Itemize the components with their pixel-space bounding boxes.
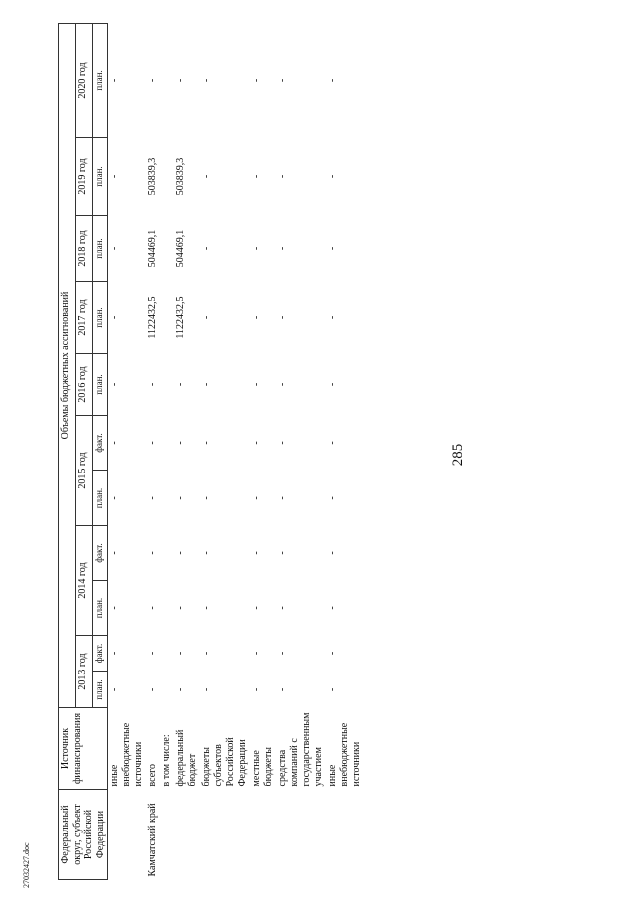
region-cell	[174, 790, 200, 880]
value-cell: -	[175, 496, 186, 500]
header-plan: план.	[92, 581, 107, 636]
value-cell: -	[201, 315, 212, 320]
value-cell	[160, 471, 174, 526]
value-cell: -	[175, 551, 186, 555]
table-row	[108, 23, 147, 879]
value-cell: -	[175, 651, 186, 656]
value-cell: -	[201, 651, 212, 656]
rotated-table-container	[58, 24, 618, 880]
value-cell: 503839,3	[175, 157, 186, 196]
value-cell: -	[327, 687, 338, 692]
value-cell: -	[277, 687, 288, 692]
value-cell: -	[251, 174, 262, 179]
value-cell: -	[109, 496, 120, 500]
header-year-2015: 2015 год	[75, 416, 92, 526]
header-year-2017: 2017 год	[75, 282, 92, 354]
region-cell: Камчатский край	[147, 803, 158, 877]
value-cell: -	[147, 687, 158, 692]
table-row	[276, 23, 326, 879]
value-cell: -	[201, 246, 212, 251]
header-region: Федеральный округ, субъект Российской Федерации	[59, 790, 108, 880]
value-cell: -	[147, 78, 158, 83]
value-cell: -	[201, 496, 212, 500]
table-row	[326, 23, 364, 879]
value-cell: -	[251, 687, 262, 692]
value-cell: -	[277, 315, 288, 320]
value-cell: -	[251, 382, 262, 387]
value-cell	[160, 526, 174, 581]
document-id: 27032427.doc	[22, 842, 31, 888]
value-cell: -	[327, 606, 338, 610]
value-cell: -	[201, 606, 212, 610]
value-cell: -	[251, 315, 262, 320]
value-cell: -	[109, 382, 120, 387]
value-cell: -	[175, 687, 186, 692]
region-cell	[276, 790, 326, 880]
value-cell: -	[327, 551, 338, 555]
value-cell: -	[109, 441, 120, 445]
value-cell	[160, 138, 174, 216]
value-cell: 504469,1	[175, 229, 186, 268]
region-cell	[108, 790, 147, 880]
value-cell: -	[109, 174, 120, 179]
value-cell: -	[109, 78, 120, 83]
value-cell: -	[277, 78, 288, 83]
value-cell: -	[277, 551, 288, 555]
table-row	[160, 23, 174, 879]
value-cell: 503839,3	[147, 157, 158, 196]
source-cell: иные внебюджетные источники	[327, 722, 362, 787]
value-cell: -	[251, 78, 262, 83]
header-source: Источник финансирования	[59, 708, 108, 790]
value-cell: -	[109, 606, 120, 610]
value-cell: -	[175, 382, 186, 387]
header-year-2013: 2013 год	[75, 636, 92, 708]
value-cell: -	[109, 315, 120, 320]
header-plan: план.	[92, 138, 107, 216]
value-cell: -	[201, 551, 212, 555]
value-cell: -	[251, 606, 262, 610]
value-cell: -	[251, 246, 262, 251]
value-cell: -	[109, 246, 120, 251]
value-cell: -	[201, 78, 212, 83]
value-cell: -	[277, 651, 288, 656]
budget-table	[58, 23, 364, 880]
page-number: 285	[450, 443, 466, 467]
table-row	[250, 23, 276, 879]
region-cell	[160, 790, 174, 880]
value-cell	[160, 282, 174, 354]
source-cell: средства компаний с государственным участием	[277, 712, 324, 787]
value-cell: -	[327, 246, 338, 251]
value-cell	[160, 416, 174, 471]
value-cell: -	[175, 606, 186, 610]
value-cell	[160, 581, 174, 636]
value-cell: 504469,1	[147, 229, 158, 268]
region-cell	[200, 790, 250, 880]
header-year-2016: 2016 год	[75, 354, 92, 416]
value-cell: -	[201, 174, 212, 179]
value-cell: -	[327, 174, 338, 179]
value-cell: -	[327, 315, 338, 320]
value-cell: 1122432,5	[175, 296, 186, 339]
value-cell	[160, 672, 174, 708]
header-year-2019: 2019 год	[75, 138, 92, 216]
source-cell: всего	[147, 763, 158, 787]
value-cell: -	[277, 382, 288, 387]
value-cell: -	[147, 606, 158, 610]
value-cell: -	[201, 382, 212, 387]
value-cell: -	[277, 496, 288, 500]
header-year-2018: 2018 год	[75, 216, 92, 282]
value-cell: -	[327, 441, 338, 445]
header-plan: план.	[92, 471, 107, 526]
header-fact: факт.	[92, 636, 107, 672]
header-year-2014: 2014 год	[75, 526, 92, 636]
header-volumes: Объемы бюджетных ассигнований	[59, 23, 76, 707]
value-cell	[160, 216, 174, 282]
source-cell: федеральный бюджет	[175, 729, 198, 787]
value-cell	[160, 23, 174, 137]
region-cell	[326, 790, 364, 880]
table-body	[108, 23, 365, 879]
value-cell	[160, 354, 174, 416]
value-cell: -	[109, 687, 120, 692]
value-cell: -	[327, 382, 338, 387]
value-cell: -	[251, 651, 262, 656]
value-cell: -	[327, 78, 338, 83]
value-cell: -	[147, 651, 158, 656]
value-cell: -	[109, 651, 120, 656]
value-cell: -	[147, 382, 158, 387]
source-cell: бюджеты субъектов Российской Федерации	[201, 737, 248, 787]
table-row	[146, 23, 160, 879]
value-cell: -	[147, 441, 158, 445]
table-row	[200, 23, 250, 879]
header-plan: план.	[92, 23, 107, 137]
value-cell: -	[327, 651, 338, 656]
value-cell	[160, 636, 174, 672]
table-row	[174, 23, 200, 879]
value-cell: -	[175, 441, 186, 445]
value-cell: -	[277, 606, 288, 610]
value-cell: -	[109, 551, 120, 555]
value-cell: -	[327, 496, 338, 500]
header-plan: план.	[92, 216, 107, 282]
value-cell: -	[201, 441, 212, 445]
value-cell: -	[251, 441, 262, 445]
header-year-2020: 2020 год	[75, 23, 92, 137]
value-cell: -	[201, 687, 212, 692]
header-fact: факт.	[92, 416, 107, 471]
header-fact: факт.	[92, 526, 107, 581]
value-cell: -	[277, 246, 288, 251]
value-cell: -	[175, 78, 186, 83]
value-cell: -	[277, 441, 288, 445]
header-plan: план.	[92, 282, 107, 354]
header-plan: план.	[92, 672, 107, 708]
source-cell: местные бюджеты	[251, 747, 274, 787]
value-cell: -	[277, 174, 288, 179]
value-cell: -	[147, 496, 158, 500]
header-plan: план.	[92, 354, 107, 416]
region-cell	[250, 790, 276, 880]
source-cell: в том числе:	[161, 734, 172, 787]
value-cell: -	[251, 551, 262, 555]
source-cell: иные внебюджетные источники	[109, 722, 144, 787]
value-cell: -	[147, 551, 158, 555]
value-cell: -	[251, 496, 262, 500]
value-cell: 1122432,5	[147, 296, 158, 339]
